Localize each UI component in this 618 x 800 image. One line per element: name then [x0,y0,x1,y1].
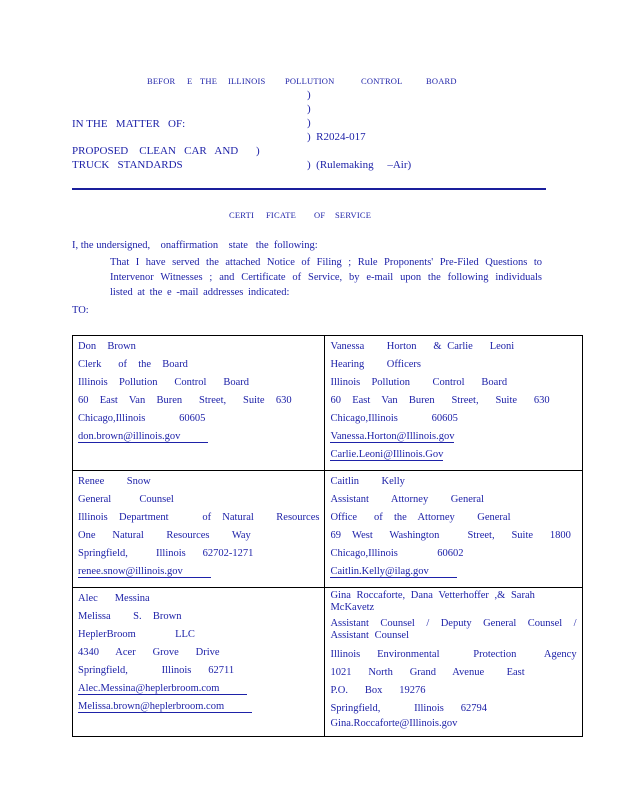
recipient-line: Alec Messina [78,593,150,604]
caption-paren: ) [307,103,311,115]
table-row [73,336,583,471]
recipient-line: Springfield, Illinois 62711 [78,665,235,676]
recipient-heading: Gina Roccaforte, Dana Vetterhoffer ,& Sarah McKavetz [330,590,535,613]
recipient-line: Caitlin Kelly [330,476,405,487]
recipient-titles: Assistant Counsel / Deputy General Counsel / Assistant Counsel [330,618,577,641]
title-word: CERTI [229,210,255,220]
recipient-line: Illinois Pollution Control Board [78,377,250,388]
header-word: BOARD [426,76,457,86]
recipient-line: 4340 Acer Grove Drive [78,647,220,658]
table-row [73,588,583,737]
recipient-line: Chicago,Illinois 60605 [330,413,458,424]
recipient-cell [73,336,325,471]
email-link[interactable]: Carlie.Leoni@Illinois.Gov [330,449,444,460]
header-word: BEFOR [147,76,176,86]
service-list-table [72,335,583,737]
recipient-line: Don Brown [78,341,136,352]
email-link[interactable]: Gina.Roccaforte@Illinois.gov [330,718,458,729]
title-word: OF [314,210,326,220]
header-word: E [187,76,193,86]
recipient-line: 60 East Van Buren Street, Suite 630 [330,395,550,406]
recipient-line: One Natural Resources Way [78,530,251,541]
recipient-cell [325,336,582,471]
caption-paren: ) [307,117,311,129]
recipient-line: Melissa S. Brown [78,611,182,622]
recipient-line: Assistant Attorney General [330,494,484,505]
email-link[interactable]: Caitlin.Kelly@ilag.gov [330,566,456,578]
header-word: ILLINOIS [228,76,266,86]
recipient-cell [325,588,582,737]
email-link[interactable]: Vanessa.Horton@Illinois.gov [330,431,455,442]
recipient-line: Illinois Pollution Control Board [330,377,508,388]
title-word: SERVICE [335,210,372,220]
recipient-line: Springfield, Illinois 62702-1271 [78,548,254,559]
email-link[interactable]: Melissa.brown@heplerbroom.com [78,701,252,713]
truck-standards-line: TRUCK STANDARDS [72,159,183,171]
recipient-line: 69 West Washington Street, Suite 1800 [330,530,571,541]
recipient-cell [73,588,325,737]
in-the-matter-of: IN THE MATTER OF: [72,118,186,130]
to-label: TO: [72,305,89,316]
recipient-line: HeplerBroom LLC [78,629,195,640]
recipient-line: 60 East Van Buren Street, Suite 630 [78,395,292,406]
recipient-line: Office of the Attorney General [330,512,511,523]
docket-number: ) R2024-017 [307,131,366,143]
recipient-line: Illinois Environmental Protection Agency [330,649,577,660]
recipient-line: Illinois Department of Natural Resources [78,512,320,523]
recipient-line: Clerk of the Board [78,359,188,370]
recipient-cell [325,471,582,588]
title-word: FICATE [266,210,297,220]
recipient-line: Hearing Officers [330,359,421,370]
recipient-line: Renee Snow [78,476,151,487]
caption-paren: ) [307,89,311,101]
recipient-cell [73,471,325,588]
service-statement: That I have served the attached Notice of Filing ; Rule Proponents' Pre-Filed Questions to Intervenor Witnesses ; and Certificate of Service, by e-mail upon the following individuals listed at the e -mail addresses indicated: [110,257,542,298]
divider-rule [72,188,546,190]
recipient-line: Springfield, Illinois 62794 [330,703,487,714]
affirmation-intro: I, the undersigned, onaffirmation state the following: [72,240,318,251]
recipient-line: 1021 North Grand Avenue East [330,667,525,678]
header-word: CONTROL [361,76,403,86]
rulemaking-air: ) (Rulemaking –Air) [307,159,412,171]
header-word: POLLUTION [285,76,335,86]
header-word: THE [200,76,218,86]
recipient-line: Chicago,Illinois 60605 [78,413,206,424]
email-link[interactable]: don.brown@illinois.gov [78,431,208,443]
email-link[interactable]: renee.snow@illinois.gov [78,566,211,578]
email-link[interactable]: Alec.Messina@heplerbroom.com [78,683,247,695]
recipient-line: Chicago,Illinois 60602 [330,548,464,559]
recipient-line: P.O. Box 19276 [330,685,426,696]
recipient-line: Vanessa Horton & Carlie Leoni [330,341,515,352]
table-row [73,471,583,588]
proposed-line: PROPOSED CLEAN CAR AND [72,145,239,157]
recipient-line: General Counsel [78,494,174,505]
caption-paren: ) [256,145,260,157]
